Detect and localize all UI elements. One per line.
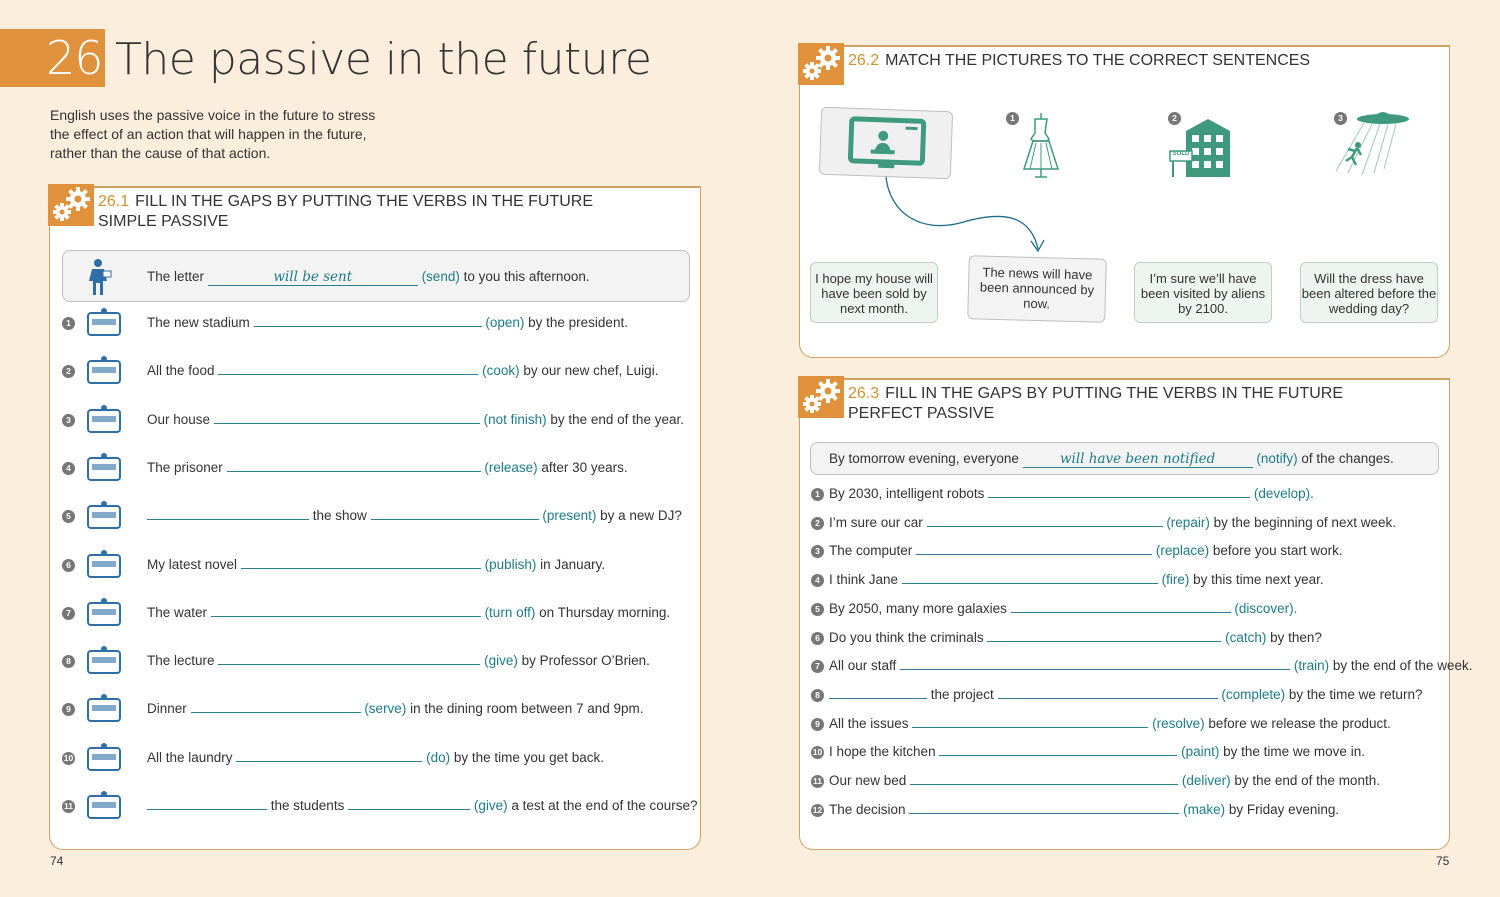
example-box: The letter will be sent (send) to you this afternoon. <box>62 250 690 302</box>
answer-blank[interactable] <box>241 557 481 569</box>
question-number: 5 <box>811 603 824 616</box>
dress-icon <box>1018 111 1064 181</box>
exercise-26-2-title: 26.2 MATCH THE PICTURES TO THE CORRECT SENTENCES <box>848 52 1311 69</box>
answer-blank[interactable] <box>147 508 309 520</box>
illustration-icon <box>82 450 126 486</box>
question-number: 2 <box>811 517 824 530</box>
answer-blank[interactable] <box>348 798 470 810</box>
sentence-box-house[interactable]: I hope my house will have been sold by next month. <box>810 262 938 323</box>
unit-title: The passive in the future <box>115 34 652 85</box>
question-row: By 2030, intelligent robots (develop). <box>829 486 1314 501</box>
illustration-icon <box>82 353 126 389</box>
example-box: By tomorrow evening, everyone will have been notified (notify) of the changes. <box>810 442 1439 475</box>
tv-news-picture <box>819 107 953 180</box>
question-row: I think Jane (fire) by this time next year. <box>829 572 1324 588</box>
picture-number-3: 3 <box>1334 112 1347 125</box>
question-row: All the issues (resolve) before we release the product. <box>829 715 1391 731</box>
question-row: The new stadium (open) by the president. <box>147 315 628 330</box>
answer-blank[interactable] <box>910 773 1178 785</box>
question-number: 9 <box>811 718 824 731</box>
gear-icon <box>798 43 844 85</box>
page-number-right: 75 <box>1436 854 1450 868</box>
answer-blank[interactable] <box>829 687 927 699</box>
question-number: 12 <box>812 804 823 815</box>
answer-blank[interactable] <box>211 605 481 617</box>
illustration-icon <box>82 498 126 534</box>
question-number: 11 <box>64 801 73 811</box>
question-number: 10 <box>63 752 74 763</box>
answer-blank[interactable] <box>218 653 480 665</box>
gear-icon <box>798 376 844 418</box>
exercise-26-2-panel <box>799 45 1450 358</box>
sold-sign-text: SOLD <box>1172 151 1190 157</box>
intro-text: English uses the passive voice in the future to stress the effect of an action that will happen in the future, rather than the cause of that action. <box>50 107 376 161</box>
illustration-icon <box>82 595 126 631</box>
exercise-26-1-panel <box>49 186 701 850</box>
answer-blank[interactable] <box>916 543 1152 555</box>
person-mail-icon <box>83 257 113 297</box>
question-number: 8 <box>62 655 75 668</box>
question-number: 3 <box>811 545 824 558</box>
question-row: the project (complete) by the time we return? <box>829 687 1422 702</box>
question-number: 1 <box>62 317 75 330</box>
question-row: My latest novel (publish) in January. <box>147 556 606 572</box>
question-number: 6 <box>62 559 75 572</box>
illustration-icon <box>82 740 126 776</box>
question-row: The lecture (give) by Professor O’Brien. <box>147 653 650 669</box>
question-row: I hope the kitchen (paint) by the time we move in. <box>829 744 1365 760</box>
answer-blank[interactable] <box>939 744 1177 756</box>
answer-blank[interactable] <box>902 572 1158 584</box>
answer-blank[interactable] <box>191 701 361 713</box>
house-icon <box>1166 117 1236 179</box>
question-number: 2 <box>62 365 75 378</box>
exercise-26-3-panel <box>799 378 1473 850</box>
question-row: All the food (cook) by our new chef, Luigi. <box>147 363 659 379</box>
question-row: All our staff (train) by the end of the week. <box>829 658 1473 674</box>
question-row: Dinner (serve) in the dining room between 7 and 9pm. <box>147 701 644 717</box>
answer-blank[interactable] <box>912 716 1148 728</box>
answer-blank[interactable] <box>1011 601 1231 613</box>
answer-blank[interactable] <box>254 315 482 327</box>
unit-number: 26 <box>0 29 105 87</box>
question-row: The prisoner (release) after 30 years. <box>147 459 628 475</box>
page-number-left: 74 <box>50 854 64 868</box>
sentence-box-aliens[interactable]: I’m sure we’ll have been visited by aliens by 2100. <box>1134 262 1272 323</box>
exercise-26-1-title: 26.1 FILL IN THE GAPS BY PUTTING THE VERBS IN THE FUTURE SIMPLE PASSIVE <box>98 193 594 230</box>
answer-blank[interactable] <box>900 658 1290 670</box>
question-row: Our house (not finish) by the end of the year. <box>147 411 684 427</box>
illustration-icon <box>82 691 126 727</box>
question-row: All the laundry (do) by the time you get back. <box>147 749 604 765</box>
answer-blank[interactable] <box>147 798 267 810</box>
answer-blank[interactable] <box>236 750 422 762</box>
picture-number-2: 2 <box>1168 112 1181 125</box>
match-arrow <box>880 173 1050 257</box>
sentence-box-dress[interactable]: Will the dress have been altered before the wedding day? <box>1300 262 1438 323</box>
illustration-icon <box>82 305 126 341</box>
illustration-icon <box>82 402 126 438</box>
question-row: Do you think the criminals (catch) by then? <box>829 629 1322 645</box>
answer-blank[interactable] <box>227 460 481 472</box>
answer-blank[interactable] <box>987 630 1221 642</box>
question-number: 7 <box>811 660 824 673</box>
question-number: 4 <box>811 574 824 587</box>
question-number: 6 <box>811 632 824 645</box>
question-number: 8 <box>811 689 824 702</box>
answer-blank[interactable] <box>988 486 1250 498</box>
answer-blank[interactable] <box>214 412 480 424</box>
ufo-icon <box>1328 109 1418 179</box>
question-row: By 2050, many more galaxies (discover). <box>829 600 1298 616</box>
illustration-icon <box>82 643 126 679</box>
question-row: Our new bed (deliver) by the end of the month. <box>829 773 1380 788</box>
question-number: 5 <box>62 510 75 523</box>
question-row: the show (present) by a new DJ? <box>147 508 682 523</box>
gear-icon <box>48 184 94 226</box>
answer-blank[interactable] <box>371 508 539 520</box>
question-row: I’m sure our car (repair) by the beginning of next week. <box>829 514 1396 530</box>
sentence-box-news[interactable]: The news will have been announced by now. <box>967 255 1107 323</box>
question-number: 9 <box>62 703 75 716</box>
question-row: The water (turn off) on Thursday morning. <box>147 604 671 620</box>
question-row: The computer (replace) before you start work. <box>829 543 1343 559</box>
picture-number-1: 1 <box>1006 112 1019 125</box>
question-number: 4 <box>62 462 75 475</box>
answer-blank[interactable] <box>927 515 1163 527</box>
question-row: The decision (make) by Friday evening. <box>829 801 1340 817</box>
question-number: 10 <box>812 747 823 758</box>
illustration-icon <box>82 788 126 824</box>
exercise-26-3-title: 26.3 FILL IN THE GAPS BY PUTTING THE VERBS IN THE FUTURE PERFECT PASSIVE <box>848 385 1344 422</box>
question-number: 7 <box>62 607 75 620</box>
answer-blank[interactable] <box>218 363 478 375</box>
question-number: 1 <box>811 488 824 501</box>
answer-blank[interactable] <box>998 687 1218 699</box>
question-number: 3 <box>62 414 75 427</box>
question-row: the students (give) a test at the end of the course? <box>147 798 698 813</box>
question-number: 11 <box>813 776 822 786</box>
answer-blank[interactable] <box>909 802 1179 814</box>
tv-icon <box>820 108 954 181</box>
illustration-icon <box>82 547 126 583</box>
